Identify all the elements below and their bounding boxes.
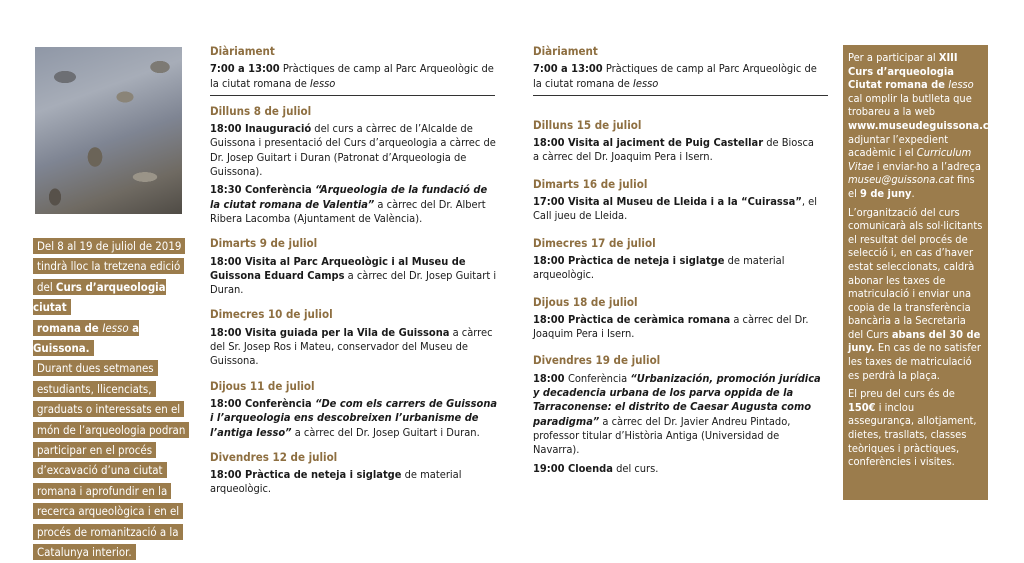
- text-segment: i enviar-ho a l’adreça: [873, 159, 981, 173]
- intro-line: [33, 501, 203, 521]
- text-segment: , el Call jueu de Lleida.: [533, 195, 817, 223]
- day-block: [210, 379, 500, 440]
- text-segment: 18:00: [533, 371, 568, 385]
- day-block: [533, 236, 823, 283]
- text-segment: “Urbanización, promoción jurídica y decadencia urbana de los parva oppida de la Tarraconense: el distrito de Caesar Augusta como paradigma”: [533, 371, 821, 428]
- text-segment: .: [911, 186, 915, 200]
- schedule-entry: [533, 62, 823, 91]
- text-segment: a Guissona.: [33, 320, 140, 356]
- day-heading: Dimecres 17 de juliol: [533, 235, 656, 250]
- info-paragraph: [848, 387, 983, 469]
- text-segment: El preu del curs és de: [848, 387, 955, 401]
- text-segment: estudiants, llicenciats,: [37, 381, 152, 396]
- text-segment: fins el: [848, 173, 975, 200]
- intro-text: [33, 236, 203, 563]
- text-segment: Per a participar al: [848, 51, 939, 64]
- text-segment: www.museudeguissona.cat: [848, 118, 1001, 132]
- info-paragraph: [848, 51, 1001, 201]
- text-segment: Del 8 al 19 de juliol de 2019: [37, 239, 182, 253]
- day-heading: Diàriament: [533, 44, 598, 58]
- text-segment: del curs.: [612, 461, 659, 475]
- intro-line: [33, 460, 203, 480]
- daily-block: [533, 44, 823, 91]
- schedule-week-1: [210, 44, 500, 507]
- text-segment: 9 de juny: [859, 186, 912, 200]
- text-segment: Catalunya interior.: [37, 545, 132, 560]
- intro-line: [33, 481, 203, 501]
- day-block: [210, 104, 500, 226]
- registration-info-box: [843, 45, 1001, 500]
- text-segment: 18:00 Pràctica de neteja i siglatge: [533, 253, 725, 267]
- text-segment: 17:00 Visita al Museu de Lleida i a la “Cuirassa”: [533, 195, 802, 209]
- text-segment: del: [37, 279, 56, 294]
- text-segment: de material arqueològic.: [210, 468, 462, 496]
- text-segment: Iesso: [309, 76, 336, 90]
- text-segment: “Arqueologia de la fundació de la ciutat romana de Valentia”: [210, 183, 488, 211]
- text-segment: 150€: [848, 400, 876, 414]
- text-segment: “De com els carrers de Guissona i l’arqueologia ens descobreixen l’urbanisme de l’antiga Iesso”: [210, 396, 498, 439]
- intro-line: [33, 379, 203, 399]
- schedule-entry: [210, 255, 500, 298]
- schedule-entry: [210, 122, 500, 179]
- text-segment: de material arqueològic.: [533, 253, 785, 282]
- intro-line: [33, 256, 203, 276]
- day-heading: Dimarts 9 de juliol: [210, 236, 318, 251]
- text-segment: L’organització del curs comunicarà als sol·licitants el resultat del procés de selecció i, en cas d’haver estat seleccionats, caldrà abonar les taxes de matriculació i enviar una copia de la transferència bancària a la Secretaria del Curs: [848, 205, 983, 341]
- daily-block: [210, 44, 500, 91]
- intro-line: [33, 236, 203, 256]
- intro-line: [33, 542, 203, 562]
- text-segment: procés de romanització a la: [37, 524, 179, 539]
- text-segment: 19:00 Cloenda: [533, 461, 613, 475]
- text-segment: tindrà lloc la tretzena edició: [37, 259, 181, 274]
- text-segment: museu@guissona.cat: [848, 173, 954, 187]
- intro-line: [33, 318, 203, 359]
- info-paragraph: [848, 206, 983, 383]
- archaeological-site-photo: [35, 47, 182, 214]
- schedule-entry: [533, 313, 823, 342]
- text-segment: participar en el procés: [37, 443, 153, 458]
- day-heading: Divendres 12 de juliol: [210, 449, 338, 464]
- text-segment: 18:00 Visita guiada per la Vila de Guissona: [210, 325, 450, 339]
- text-segment: 18:00 Visita al jaciment de Puig Castellar: [533, 136, 764, 150]
- schedule-entry: [533, 254, 823, 283]
- schedule-entry: [533, 372, 823, 458]
- schedule-entry: [210, 468, 500, 497]
- text-segment: a càrrec del Dr. Albert Ribera Lacomba (Ajuntament de València).: [210, 197, 486, 225]
- text-segment: a càrrec del Dr. Josep Guitart i Duran.: [291, 425, 480, 439]
- text-segment: del curs a càrrec de l’Alcalde de Guissona i presentació del Curs d’arqueologia a càrrec de Dr. Josep Guitart i Duran (Patronat d’Arqueologia de Guissona).: [210, 122, 496, 179]
- text-segment: En cas de no satisfer les taxes de matriculació es perdrà la plaça.: [848, 341, 981, 382]
- day-heading: Divendres 19 de juliol: [533, 353, 661, 368]
- divider: [210, 95, 495, 96]
- text-segment: Durant dues setmanes: [37, 361, 154, 376]
- day-heading: Dimarts 16 de juliol: [533, 176, 648, 191]
- text-segment: Pràctiques de camp al Parc Arqueològic de la ciutat romana de: [533, 62, 817, 90]
- day-block: [210, 307, 500, 368]
- day-block: [533, 177, 823, 224]
- text-segment: Conferència: [567, 371, 631, 385]
- day-heading: Diàriament: [210, 44, 275, 58]
- intro-line: [33, 399, 203, 419]
- text-segment: graduats o interessats en el: [37, 402, 181, 417]
- day-heading: Dilluns 15 de juliol: [533, 117, 642, 132]
- text-segment: a càrrec del Sr. Josep Ros i Mateu, conservador del Museu de Guissona.: [210, 325, 493, 368]
- text-segment: a càrrec del Dr. Josep Guitart i Duran.: [210, 268, 497, 297]
- text-segment: 7:00 a 13:00: [533, 62, 603, 76]
- intro-line: [33, 358, 203, 378]
- text-segment: Iesso: [632, 76, 659, 90]
- day-heading: Dijous 18 de juliol: [533, 294, 638, 309]
- intro-line: [33, 420, 203, 440]
- text-segment: Iesso: [948, 78, 974, 92]
- text-segment: a càrrec del Dr. Joaquim Pera i Isern.: [533, 312, 809, 341]
- text-segment: romana i aprofundir en la: [37, 483, 168, 498]
- text-segment: Pràctiques de camp al Parc Arqueològic de la ciutat romana de: [210, 62, 494, 90]
- day-heading: Dimecres 10 de juliol: [210, 307, 333, 322]
- schedule-entry: [533, 136, 823, 165]
- day-block: [533, 295, 823, 342]
- day-block: [210, 236, 500, 297]
- text-segment: i inclou assegurança, allotjament, dietes, trasllats, classes teòriques i pràctiques, conferències i visites.: [848, 400, 977, 469]
- text-segment: 18:00 Visita al Parc Arqueològic i al Museu de Guissona Eduard Camps: [210, 254, 466, 282]
- intro-line: [33, 277, 203, 318]
- text-segment: romana de: [37, 320, 103, 335]
- text-segment: adjuntar l’expedient acadèmic i el: [848, 132, 949, 160]
- text-segment: Curs d’arqueologia ciutat: [33, 279, 166, 315]
- text-segment: 18:00 Pràctica de neteja i siglatge: [210, 468, 402, 482]
- schedule-entry: [210, 62, 500, 91]
- schedule-entry: [533, 462, 823, 476]
- text-segment: món de l’arqueologia podran: [37, 422, 186, 437]
- intro-line: [33, 440, 203, 460]
- schedule-entry: [210, 183, 500, 226]
- schedule-week-2: [533, 44, 823, 488]
- text-segment: 18:00 Conferència: [210, 396, 316, 410]
- text-segment: a càrrec del Dr. Javier Andreu Pintado, professor titular d’Història Antiga (Universidad de Navarra).: [533, 414, 791, 457]
- day-heading: Dilluns 8 de juliol: [210, 103, 312, 118]
- text-segment: Curriculum Vitae: [848, 146, 972, 173]
- schedule-entry: [210, 326, 500, 369]
- schedule-entry: [533, 195, 823, 224]
- text-segment: cal omplir la butlleta que trobareu a la web: [848, 91, 972, 119]
- day-heading: Dijous 11 de juliol: [210, 378, 315, 393]
- text-segment: XIII Curs d’arqueologia Ciutat romana de: [848, 51, 958, 92]
- day-block: [533, 353, 823, 475]
- text-segment: recerca arqueològica i en el: [37, 504, 180, 519]
- text-segment: 18:00 Inauguració: [210, 122, 312, 136]
- text-segment: abans del 30 de juny.: [848, 327, 981, 355]
- day-block: [210, 450, 500, 497]
- text-segment: de Biosca a càrrec del Dr. Joaquim Pera i Isern.: [533, 136, 814, 164]
- text-segment: 7:00 a 13:00: [210, 62, 280, 76]
- day-block: [533, 118, 823, 165]
- schedule-entry: [210, 397, 500, 440]
- text-segment: d’excavació d’una ciutat: [37, 463, 163, 478]
- text-segment: Iesso: [102, 320, 129, 335]
- text-segment: 18:00 Pràctica de ceràmica romana: [533, 312, 731, 326]
- text-segment: 18:30 Conferència: [210, 183, 316, 197]
- divider: [533, 95, 828, 96]
